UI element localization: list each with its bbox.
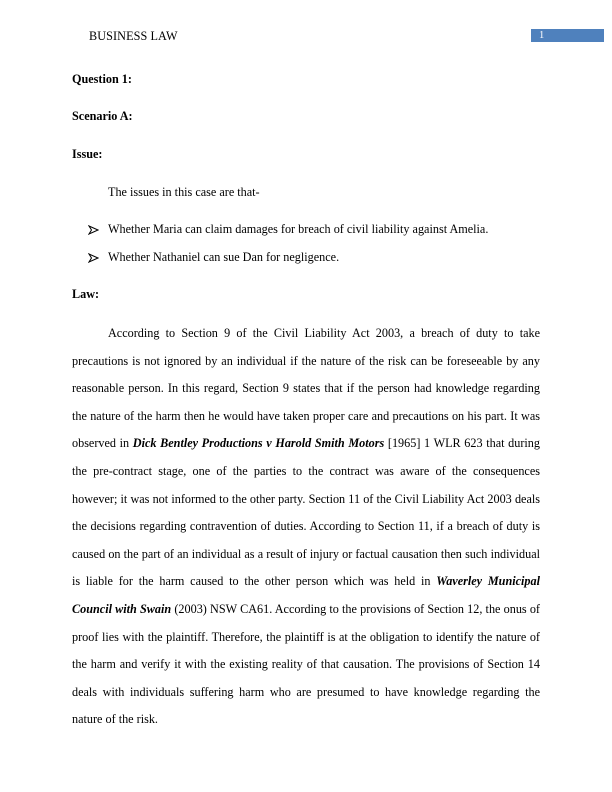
- scenario-heading: Scenario A:: [72, 109, 133, 123]
- paragraph-text: According to Section 9 of the Civil Liability Act 2003, a breach of duty to take precautions is not ignored by an individual if the nature of the risk can be foreseeable by any reasonable person. In this regard, Section 9 states that if the person had knowledge regarding the nature of the harm then he would have taken proper care and precautions on his part. It was observed in: [72, 326, 540, 451]
- law-paragraph: [72, 320, 540, 734]
- list-item: [88, 250, 339, 265]
- case-citation: Dick Bentley Productions v Harold Smith Motors: [132, 436, 385, 451]
- issue-heading: Issue:: [72, 147, 103, 161]
- arrow-bullet-icon: [88, 253, 99, 263]
- paragraph-text: (2003) NSW CA61. According to the provisions of Section 12, the onus of proof lies with the plaintiff. Therefore, the plaintiff is at the obligation to identify the nature of the harm and verify it with the existing reality of that causation. The provisions of Section 14 deals with individuals suffering harm who are presumed to have knowledge regarding the nature of the risk.: [72, 601, 540, 727]
- bullet-text: Whether Nathaniel can sue Dan for negligence.: [108, 250, 340, 264]
- list-item: [88, 222, 488, 237]
- law-heading: Law:: [72, 287, 100, 301]
- running-header-title: BUSINESS LAW: [89, 29, 178, 43]
- arrow-bullet-icon: [88, 225, 99, 235]
- page-number-badge: 1: [531, 29, 604, 42]
- bullet-text: Whether Maria can claim damages for breach of civil liability against Amelia.: [108, 222, 489, 236]
- case-citation: Waverley Municipal Council with Swain: [72, 574, 540, 616]
- issue-intro-text: The issues in this case are that-: [108, 185, 260, 199]
- question-heading: Question 1:: [72, 72, 132, 86]
- paragraph-text: [1965] 1 WLR 623 that during the pre-contract stage, one of the parties to the contract was aware of the consequences however; it was not informed to the other party. Section 11 of the Civil Liability Act 2003 deals the decisions regarding contravention of duties. According to Section 11, if a breach of duty is caused on the part of an individual as a result of injury or factual causation then such individual is liable for the harm caused to the other person which was held in: [72, 436, 540, 589]
